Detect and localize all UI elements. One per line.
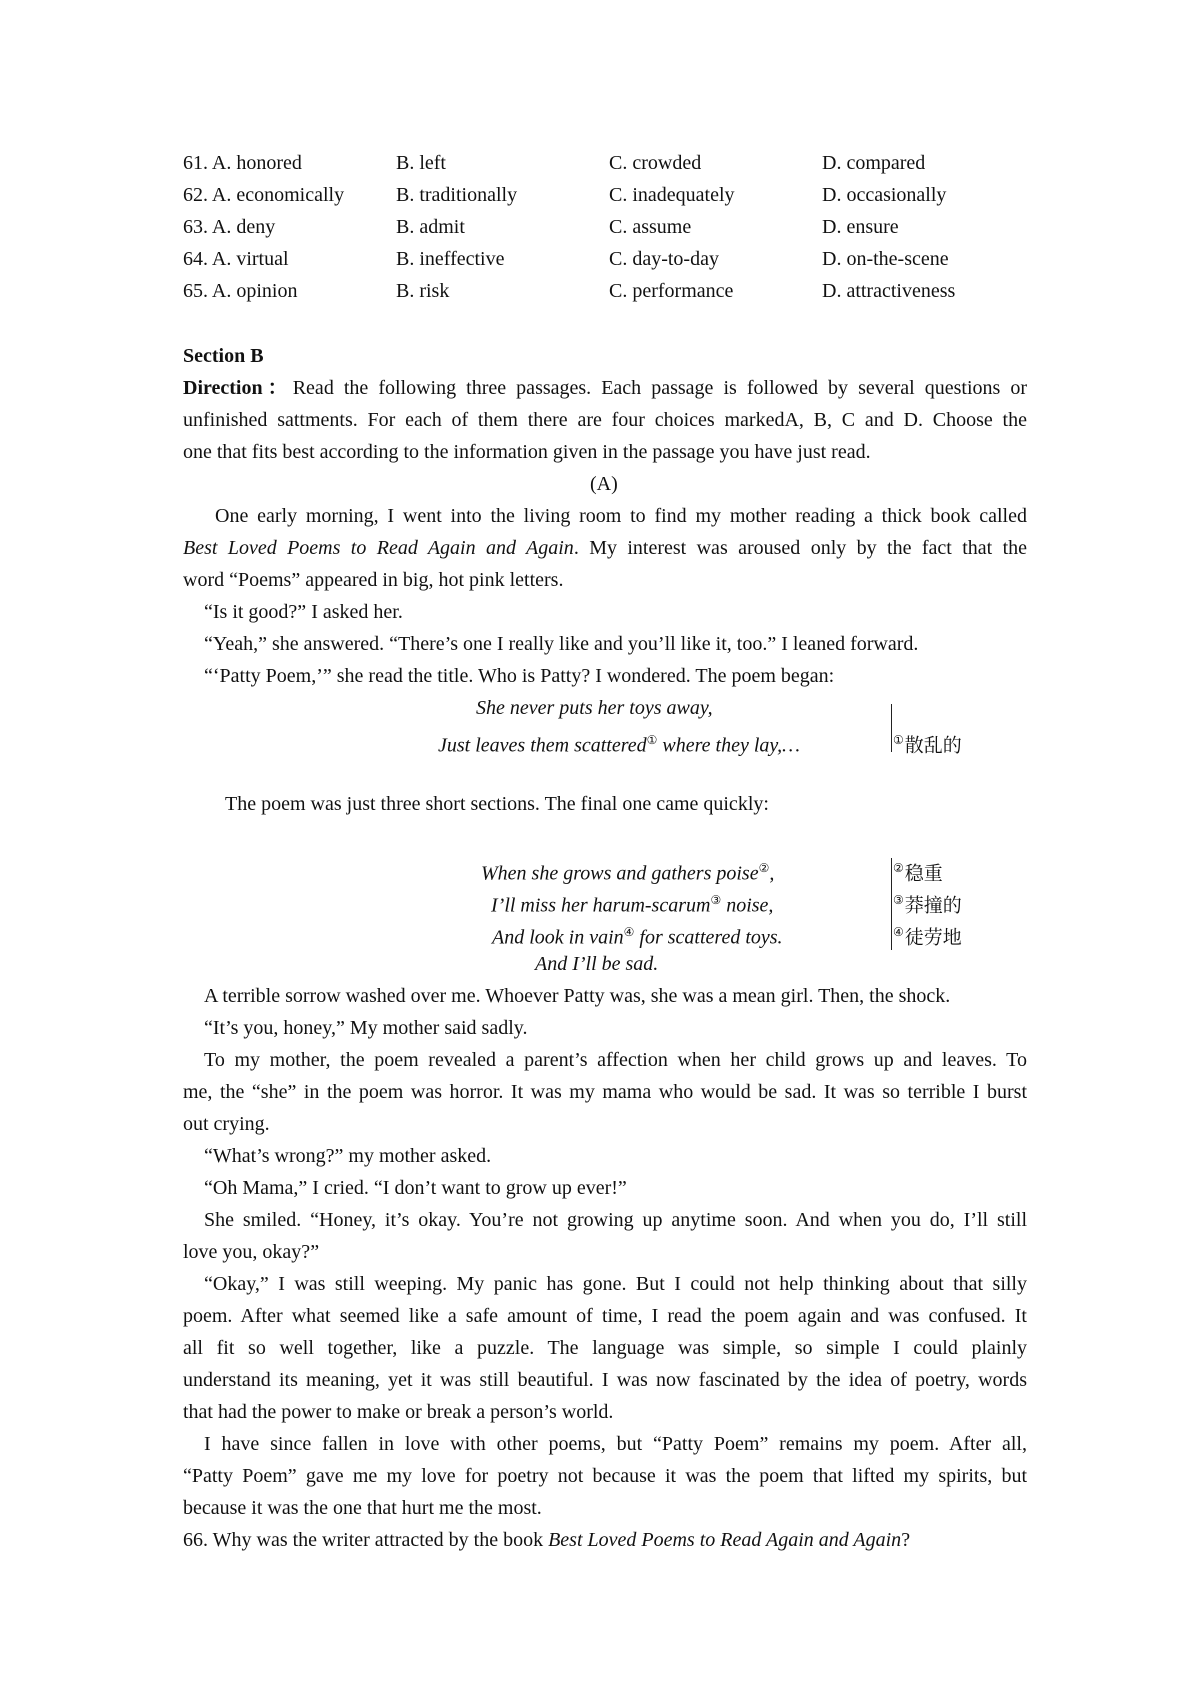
question-61-options <box>183 147 1033 179</box>
passage-label: (A) <box>590 473 618 495</box>
option-64-c: C. day-to-day <box>609 248 719 270</box>
dialogue-2: “Yeah,” she answered. “There’s one I really like and you’ll like it, too.” I leaned forward. <box>204 633 919 655</box>
gloss-1-marker: ① <box>893 733 904 747</box>
story-line-6b: love you, okay?” <box>183 1241 320 1263</box>
poem-2-line-4: And I’ll be sad. <box>535 953 659 975</box>
footnote-4-marker: ④ <box>623 925 635 939</box>
gloss-1-text: 散乱的 <box>904 734 962 757</box>
poem-2-line-1b: , <box>769 862 775 885</box>
poem-2-line-3a: And look in vain <box>492 926 624 949</box>
gloss-bracket-1 <box>891 704 892 752</box>
story-line-7d: understand its meaning, yet it was still beautiful. I was now fascinated by the idea of poetry, words <box>183 1369 1027 1391</box>
direction-line-2: unfinished sattments. For each of them there are four choices markedA, B, C and D. Choose the <box>183 409 1027 431</box>
option-61-c: C. crowded <box>609 152 702 174</box>
story-line-2: “It’s you, honey,” My mother said sadly. <box>204 1017 528 1039</box>
story-line-8b: “Patty Poem” gave me my love for poetry not because it was the poem that lifted my spirits, but <box>183 1465 1027 1487</box>
story-line-5: “Oh Mama,” I cried. “I don’t want to grow up ever!” <box>204 1177 627 1199</box>
footnote-3-marker: ③ <box>710 893 722 907</box>
direction-text-1: Read the following three passages. Each passage is followed by several questions or <box>292 377 1028 399</box>
gloss-bracket-2 <box>891 858 892 950</box>
question-66-book: Best Loved Poems to Read Again and Again <box>548 1529 902 1551</box>
option-63-c: C. assume <box>609 216 692 238</box>
footnote-1-marker: ① <box>646 733 658 747</box>
option-62-d: D. occasionally <box>822 184 947 206</box>
option-64-a: 64. A. virtual <box>183 248 289 270</box>
story-line-8c: because it was the one that hurt me the most. <box>183 1497 542 1519</box>
option-62-a: 62. A. economically <box>183 184 345 206</box>
poem-2-line-1a: When she grows and gathers poise <box>481 862 759 885</box>
option-61-a: 61. A. honored <box>183 152 302 174</box>
paragraph-1-line-1: One early morning, I went into the living room to find my mother reading a thick book called <box>215 505 1027 527</box>
poem-2-line-3b: for scattered toys. <box>634 926 783 949</box>
gloss-4-text: 徒劳地 <box>904 926 962 949</box>
question-63-options <box>183 211 1033 243</box>
story-line-7a: “Okay,” I was still weeping. My panic has gone. But I could not help thinking about that silly <box>204 1273 1027 1295</box>
option-61-d: D. compared <box>822 152 926 174</box>
direction-label: Direction： <box>183 377 293 399</box>
option-65-d: D. attractiveness <box>822 280 956 302</box>
gloss-1 <box>893 724 962 761</box>
question-66-end: ? <box>901 1529 911 1551</box>
direction-line-1 <box>183 372 1027 404</box>
gloss-3-text: 莽撞的 <box>904 894 962 917</box>
question-66 <box>183 1524 1027 1556</box>
option-65-c: C. performance <box>609 280 734 302</box>
option-63-d: D. ensure <box>822 216 899 238</box>
option-64-d: D. on-the-scene <box>822 248 949 270</box>
direction-line-3: one that fits best according to the information given in the passage you have just read. <box>183 441 871 463</box>
dialogue-3: “‘Patty Poem,’” she read the title. Who is Patty? I wondered. The poem began: <box>204 665 835 687</box>
poem-1-line-2b: where they lay,… <box>657 734 800 757</box>
option-65-a: 65. A. opinion <box>183 280 298 302</box>
poem-2-line-2b: noise, <box>721 894 774 917</box>
poem-1-line-2a: Just leaves them scattered <box>438 734 647 757</box>
option-62-c: C. inadequately <box>609 184 735 206</box>
option-61-b: B. left <box>396 152 446 174</box>
story-line-4: “What’s wrong?” my mother asked. <box>204 1145 492 1167</box>
gloss-2-marker: ② <box>893 861 904 875</box>
poem-1-line-2 <box>438 724 800 762</box>
question-64-options <box>183 243 1033 275</box>
story-line-7b: poem. After what seemed like a safe amount of time, I read the poem again and was confused. It <box>183 1305 1027 1327</box>
footnote-2-marker: ② <box>758 861 770 875</box>
paragraph-1-line-2-rest: . My interest was aroused only by the fact that the <box>573 537 1027 559</box>
book-title: Best Loved Poems to Read Again and Again <box>183 537 574 559</box>
gloss-4-marker: ④ <box>893 925 904 939</box>
poem-1-line-1: She never puts her toys away, <box>476 697 713 719</box>
option-63-a: 63. A. deny <box>183 216 276 238</box>
poem-2-line-2a: I’ll miss her harum-scarum <box>491 894 711 917</box>
gloss-3-marker: ③ <box>893 893 904 907</box>
story-line-3b: me, the “she” in the poem was horror. It was my mama who would be sad. It was so terrible I burst <box>183 1081 1027 1103</box>
option-64-b: B. ineffective <box>396 248 505 270</box>
option-65-b: B. risk <box>396 280 450 302</box>
story-line-8a: I have since fallen in love with other poems, but “Patty Poem” remains my poem. After all, <box>204 1433 1027 1455</box>
gloss-2-text: 稳重 <box>904 862 943 885</box>
story-line-6a: She smiled. “Honey, it’s okay. You’re not growing up anytime soon. And when you do, I’ll still <box>204 1209 1027 1231</box>
section-heading: Section B <box>183 345 264 367</box>
dialogue-1: “Is it good?” I asked her. <box>204 601 403 623</box>
poem-intro: The poem was just three short sections. The final one came quickly: <box>225 793 769 815</box>
story-line-1: A terrible sorrow washed over me. Whoever Patty was, she was a mean girl. Then, the shock. <box>204 985 951 1007</box>
story-line-3c: out crying. <box>183 1113 270 1135</box>
question-65-options <box>183 275 1033 307</box>
paragraph-1-line-3: word “Poems” appeared in big, hot pink letters. <box>183 569 564 591</box>
question-66-text: 66. Why was the writer attracted by the book <box>183 1529 549 1551</box>
paragraph-1-line-2 <box>183 532 1027 564</box>
story-line-3a: To my mother, the poem revealed a parent’s affection when her child grows up and leaves. To <box>204 1049 1027 1071</box>
option-62-b: B. traditionally <box>396 184 518 206</box>
question-62-options <box>183 179 1033 211</box>
gloss-4 <box>893 916 962 953</box>
story-line-7e: that had the power to make or break a person’s world. <box>183 1401 614 1423</box>
story-line-7c: all fit so well together, like a puzzle. The language was simple, so simple I could plainly <box>183 1337 1027 1359</box>
option-63-b: B. admit <box>396 216 465 238</box>
